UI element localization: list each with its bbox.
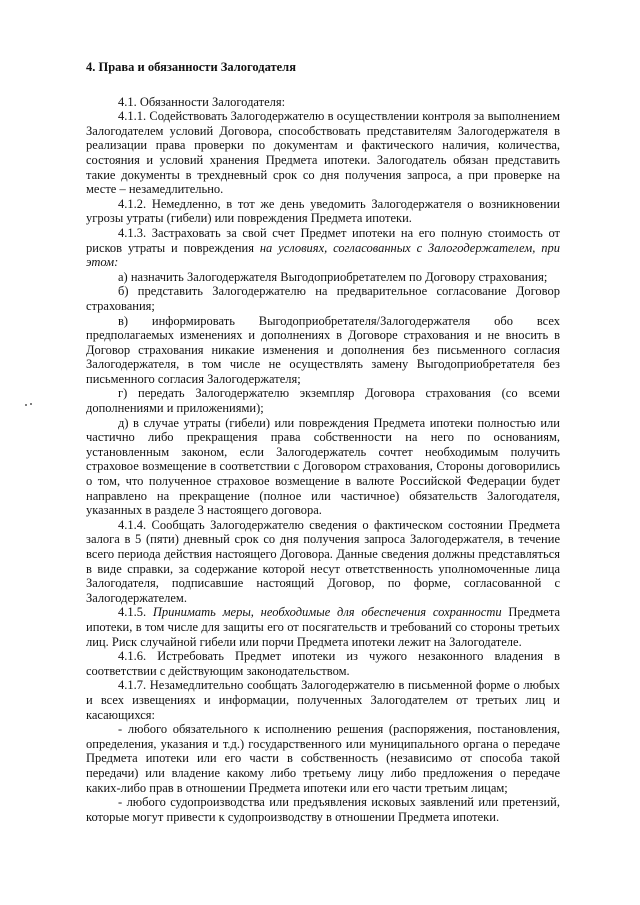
section-title: 4. Права и обязанности Залогодателя <box>86 60 296 74</box>
clause-4-1: 4.1. Обязанности Залогодателя: <box>118 94 286 109</box>
item-b: б) представить Залогодержателю на предварительное согласование Договор страхования; <box>86 284 560 313</box>
item-g: г) передать Залогодержателю экземпляр Договора страхования (со всеми дополнениями и приложениями); <box>86 386 560 416</box>
clause-4-1-7: 4.1.7. Незамедлительно сообщать Залогодержателю в письменной форме о любых и всех извещениях и информации, полученных Залогодателем от третьих лиц и касающихся: <box>86 678 560 722</box>
clause-4-1-5-num: 4.1.5. <box>118 605 153 620</box>
item-a: а) назначить Залогодержателя Выгодоприобретателем по Договору страхования; <box>118 269 548 284</box>
clause-4-1-5-text: Предмета ипотеки, в том числе для защиты его от посягательств и требований со стороны третьих лиц. Риск случайной гибели или порчи Предмета ипотеки лежит на Залогодателе. <box>86 605 561 649</box>
dash-item-1: - любого обязательного к исполнению решения (распоряжения, постановления, определения, указания и т.д.) государственного или муниципального органа о передаче Предмета ипотеки или его части в собственность (независимо от способа такой передачи) или владение какому либо третьему лицу либо предложения о передаче каких-либо прав в отношении Предмета ипотеки или его части третьим лицам; <box>86 722 560 795</box>
clause-4-1-2: 4.1.2. Немедленно, в тот же день уведомить Залогодержателя о возникновении угрозы утраты (гибели) или повреждения Предмета ипотеки. <box>86 196 560 226</box>
scan-mark <box>25 403 35 407</box>
clause-4-1-3-italic: на условиях, согласованных с Залогодержателем, при этом: <box>86 240 560 270</box>
clause-4-1-3 <box>86 226 560 270</box>
clause-4-1-3-text: 4.1.3. Застраховать за свой счет Предмет ипотеки на его полную стоимость от рисков утраты и повреждения <box>86 225 560 255</box>
item-d: д) в случае утраты (гибели) или повреждения Предмета ипотеки полностью или частично либо прекращения права собственности на него по основаниям, установленным законом, если Залогодержатель сочтет необходимым получить страховое возмещение в соответствии с Договором страхования, Стороны договорились о том, что полученное страховое возмещение в валюте Российской Федерации будет направлено на прекращение (полное или частичное) обязательств Залогодателя, указанных в разделе 3 настоящего договора. <box>86 415 560 518</box>
clause-4-1-5-italic: Принимать меры, необходимые для обеспечения сохранности <box>152 605 502 620</box>
clause-4-1-6: 4.1.6. Истребовать Предмет ипотеки из чужого незаконного владения в соответствии с действующим законодательством. <box>86 649 560 678</box>
clause-4-1-1: 4.1.1. Содействовать Залогодержателю в осуществлении контроля за выполнением Залогодателем условий Договора, способствовать представителям Залогодержателя в реализации права проверки по документам и фактического наличия, количества, состояния и условий хранения Предмета ипотеки. Залогодатель обязан представить такие документы в трехдневный срок со дня получения запроса, а при проверке на месте – незамедлительно. <box>86 109 560 197</box>
dash-item-2: - любого судопроизводства или предъявления исковых заявлений или претензий, которые могут привести к судопроизводству в отношении Предмета ипотеки. <box>86 795 560 824</box>
clause-4-1-5 <box>86 605 560 649</box>
clause-4-1-4: 4.1.4. Сообщать Залогодержателю сведения о фактическом состоянии Предмета залога в 5 (пяти) дневный срок со дня получения запроса Залогодержателя, в течение всего периода действия настоящего Договора. Данные сведения должны представляться в виде справки, за содержание которой несут ответственность уполномоченные лица Залогодателя, подписавшие настоящий Договор, по форме, согласованной с Залогодержателем. <box>86 517 560 605</box>
document-page <box>86 60 560 824</box>
item-v: в) информировать Выгодоприобретателя/Залогодержателя обо всех предполагаемых изменениях и дополнениях в Договоре страхования и не вносить в Договор страхования никакие изменения и дополнения без письменного согласия Залогодержателя, в том числе не осуществлять замену Выгодоприобретателя без письменного согласия Залогодержателя; <box>86 313 560 386</box>
